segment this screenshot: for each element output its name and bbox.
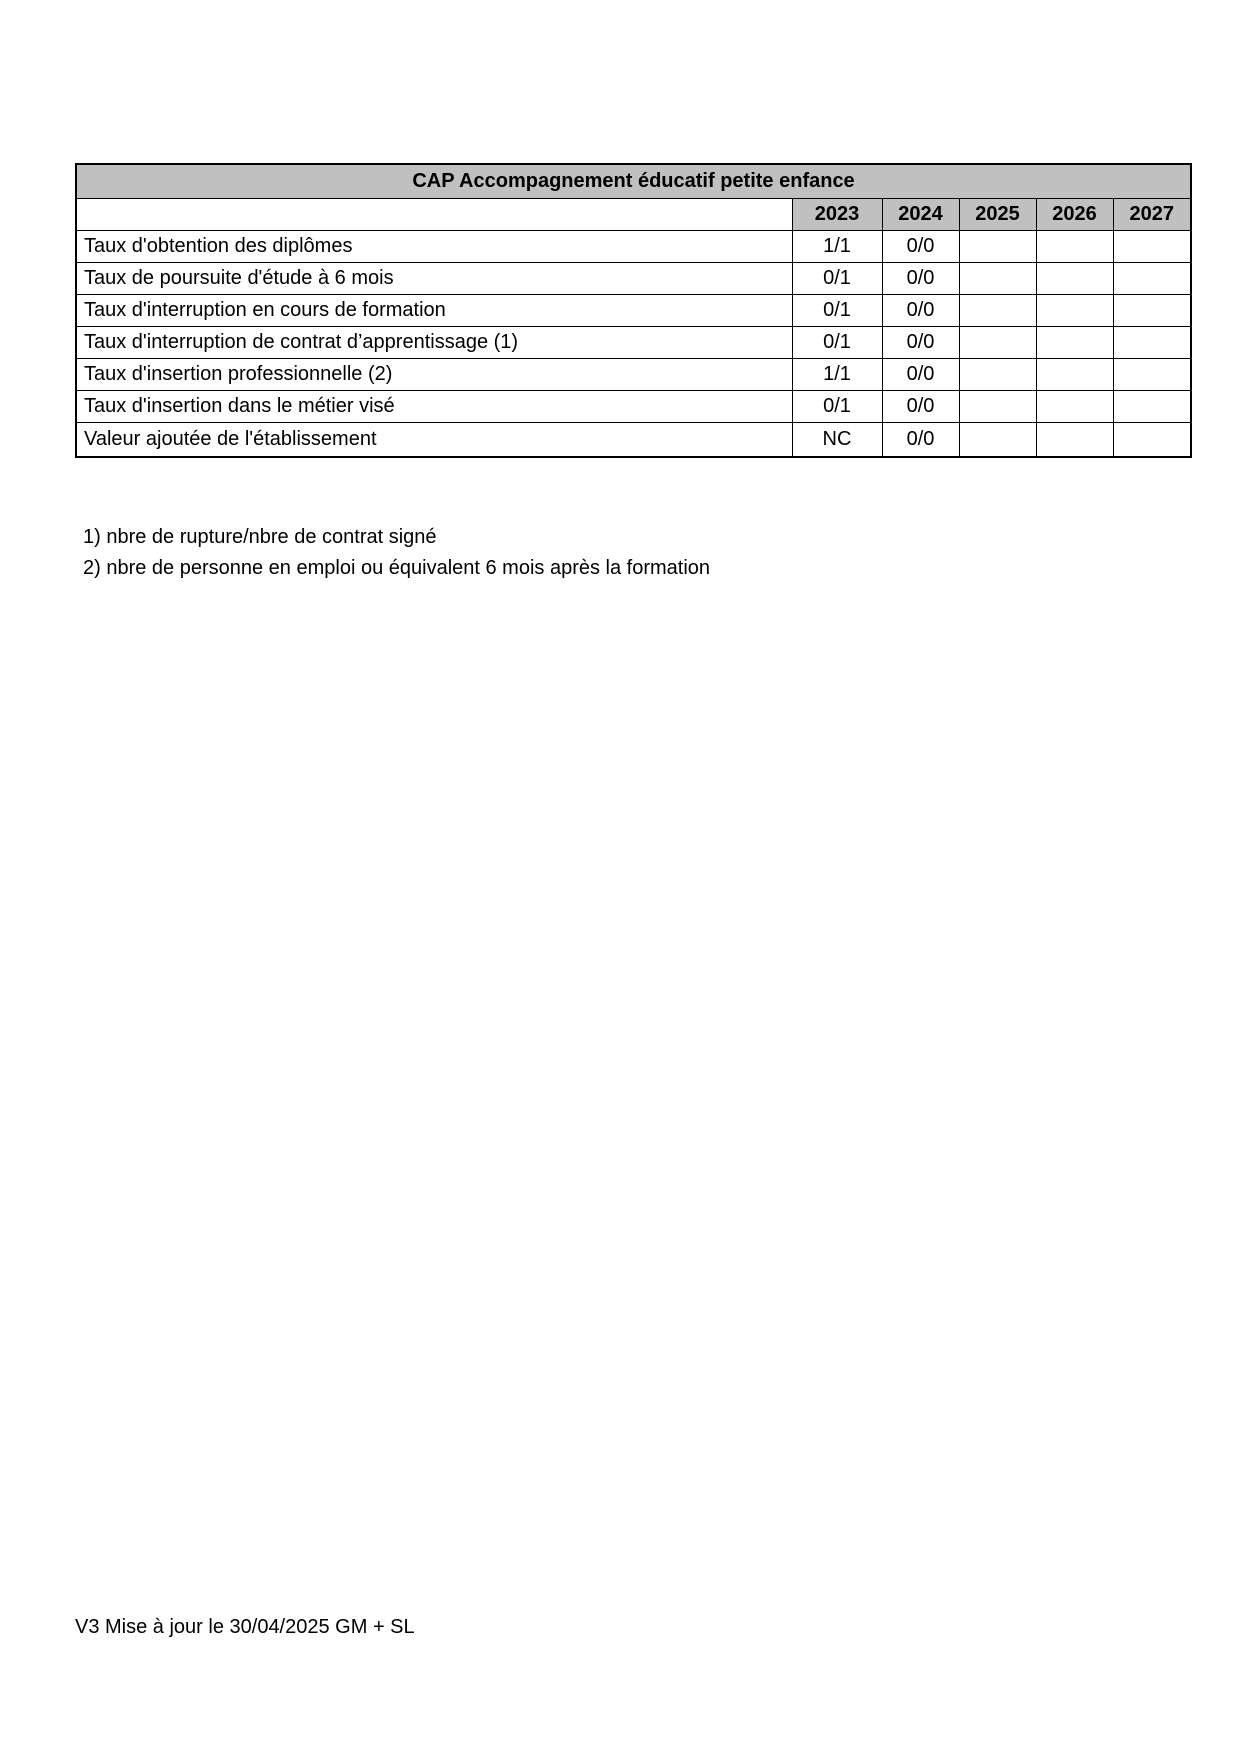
row-label: Taux de poursuite d'étude à 6 mois (76, 263, 792, 295)
footnote-1: 1) nbre de rupture/nbre de contrat signé (83, 526, 437, 548)
row-label: Taux d'interruption en cours de formation (76, 295, 792, 327)
table-row (76, 231, 1191, 263)
row-value: 1/1 (792, 359, 882, 391)
row-value (959, 327, 1036, 359)
row-value (959, 231, 1036, 263)
row-value (1113, 391, 1191, 423)
row-value (959, 359, 1036, 391)
row-value: 0/1 (792, 295, 882, 327)
row-value: 0/0 (882, 391, 959, 423)
row-value (1113, 327, 1191, 359)
row-value (1036, 263, 1113, 295)
row-value (1036, 359, 1113, 391)
footnotes (83, 522, 710, 584)
table-row (76, 295, 1191, 327)
row-value (1036, 295, 1113, 327)
row-value: 0/1 (792, 263, 882, 295)
table-title: CAP Accompagnement éducatif petite enfance (76, 164, 1191, 199)
row-value (1113, 295, 1191, 327)
row-value (959, 423, 1036, 458)
results-table (75, 163, 1192, 458)
row-value (959, 295, 1036, 327)
header-blank-cell (76, 199, 792, 231)
row-value: 0/0 (882, 359, 959, 391)
row-label: Valeur ajoutée de l'établissement (76, 423, 792, 458)
year-header: 2027 (1113, 199, 1191, 231)
row-value: 0/0 (882, 263, 959, 295)
row-label: Taux d'interruption de contrat d’apprentissage (1) (76, 327, 792, 359)
footnote-2: 2) nbre de personne en emploi ou équivalent 6 mois après la formation (83, 557, 711, 579)
table-row (76, 263, 1191, 295)
row-value (1036, 327, 1113, 359)
row-value (1036, 231, 1113, 263)
row-value (1113, 423, 1191, 458)
row-value (1113, 263, 1191, 295)
row-value: 0/0 (882, 231, 959, 263)
row-value: NC (792, 423, 882, 458)
row-value: 1/1 (792, 231, 882, 263)
row-value (959, 391, 1036, 423)
row-value: 0/0 (882, 423, 959, 458)
row-value: 0/1 (792, 391, 882, 423)
version-footer: V3 Mise à jour le 30/04/2025 GM + SL (75, 1616, 415, 1638)
table-row (76, 423, 1191, 458)
table-row (76, 359, 1191, 391)
row-label: Taux d'obtention des diplômes (76, 231, 792, 263)
year-header: 2023 (792, 199, 882, 231)
table-header-row (76, 199, 1191, 231)
year-header: 2026 (1036, 199, 1113, 231)
row-label: Taux d'insertion professionnelle (2) (76, 359, 792, 391)
row-value (1036, 423, 1113, 458)
row-value (1036, 391, 1113, 423)
year-header: 2025 (959, 199, 1036, 231)
row-value (1113, 231, 1191, 263)
year-header: 2024 (882, 199, 959, 231)
row-value: 0/0 (882, 327, 959, 359)
table-title-row (76, 164, 1191, 199)
row-label: Taux d'insertion dans le métier visé (76, 391, 792, 423)
row-value: 0/1 (792, 327, 882, 359)
table-row (76, 391, 1191, 423)
row-value: 0/0 (882, 295, 959, 327)
table-row (76, 327, 1191, 359)
row-value (959, 263, 1036, 295)
row-value (1113, 359, 1191, 391)
